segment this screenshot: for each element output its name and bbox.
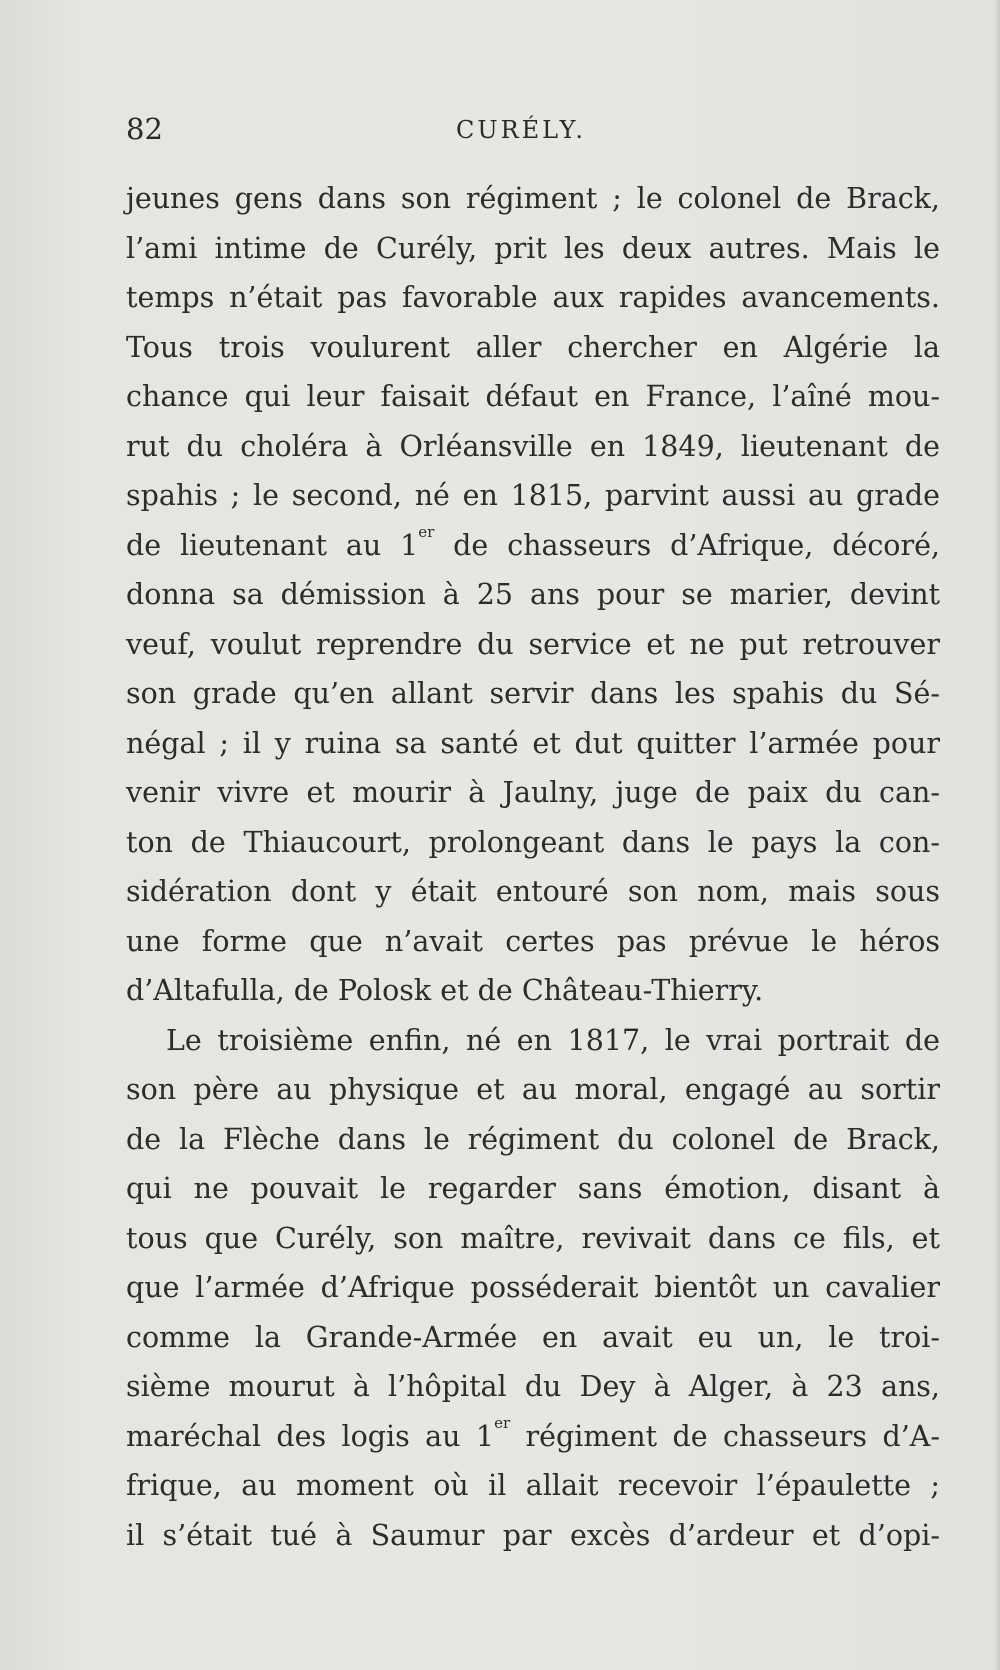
text-line: tous que Curély, son maître, revivait dans ce fils, et — [126, 1221, 940, 1255]
text-segment: maréchal des logis au 1 — [126, 1419, 495, 1453]
text-line: négal ; il y ruina sa santé et dut quitter l’armée pour — [126, 726, 940, 760]
text-line — [126, 1412, 940, 1462]
superscript-ordinal: er — [494, 1413, 511, 1432]
text-line: Tous trois voulurent aller chercher en Algérie la — [126, 330, 940, 364]
text-line: l’ami intime de Curély, prit les deux autres. Mais le — [126, 231, 940, 265]
body-text — [126, 174, 940, 1560]
text-segment: de chasseurs d’Afrique, décoré, — [434, 528, 940, 562]
page-edge-shadow — [994, 0, 1000, 1670]
text-line: ton de Thiaucourt, prolongeant dans le pays la con- — [126, 825, 940, 859]
paragraph-1 — [126, 174, 940, 1016]
text-line: qui ne pouvait le regarder sans émotion, disant à — [126, 1172, 940, 1205]
superscript-ordinal: er — [418, 522, 435, 541]
text-line: chance qui leur faisait défaut en France, l’aîné mou- — [126, 380, 940, 413]
text-line: Le troisième enfin, né en 1817, le vrai portrait de — [166, 1023, 940, 1057]
text-line: frique, au moment où il allait recevoir l’épaulette ; — [126, 1469, 940, 1502]
text-line: son grade qu’en allant servir dans les spahis du Sé- — [126, 677, 940, 710]
text-line: veuf, voulut reprendre du service et ne put retrouver — [126, 627, 940, 661]
text-line: comme la Grande-Armée en avait eu un, le troi- — [126, 1320, 940, 1354]
text-line: que l’armée d’Afrique posséderait bientôt un cavalier — [126, 1271, 940, 1304]
text-line: jeunes gens dans son régiment ; le colonel de Brack, — [126, 182, 940, 215]
running-head — [126, 112, 940, 152]
text-line: sidération dont y était entouré son nom, mais sous — [126, 875, 940, 908]
text-line: venir vivre et mourir à Jaulny, juge de paix du can- — [126, 776, 940, 809]
page-number: 82 — [126, 112, 163, 146]
text-line: sième mourut à l’hôpital du Dey à Alger, à 23 ans, — [126, 1370, 940, 1403]
text-line: d’Altafulla, de Polosk et de Château-Thierry. — [126, 974, 764, 1007]
text-line — [126, 521, 940, 571]
text-line: temps n’était pas favorable aux rapides avancements. — [126, 281, 940, 314]
text-line: spahis ; le second, né en 1815, parvint aussi au grade — [126, 479, 940, 512]
text-line: de la Flèche dans le régiment du colonel de Brack, — [126, 1122, 940, 1156]
text-line: donna sa démission à 25 ans pour se marier, devint — [126, 578, 940, 611]
paragraph-2 — [126, 1016, 940, 1561]
text-line: son père au physique et au moral, engagé au sortir — [126, 1073, 940, 1106]
running-title: CURÉLY. — [456, 116, 586, 144]
text-line: une forme que n’avait certes pas prévue le héros — [126, 924, 940, 958]
text-segment: régiment de chasseurs d’A- — [510, 1419, 940, 1453]
text-segment: de lieutenant au 1 — [126, 528, 419, 562]
text-line: il s’était tué à Saumur par excès d’ardeur et d’opi- — [126, 1518, 940, 1552]
text-line: rut du choléra à Orléansville en 1849, lieutenant de — [126, 429, 940, 463]
